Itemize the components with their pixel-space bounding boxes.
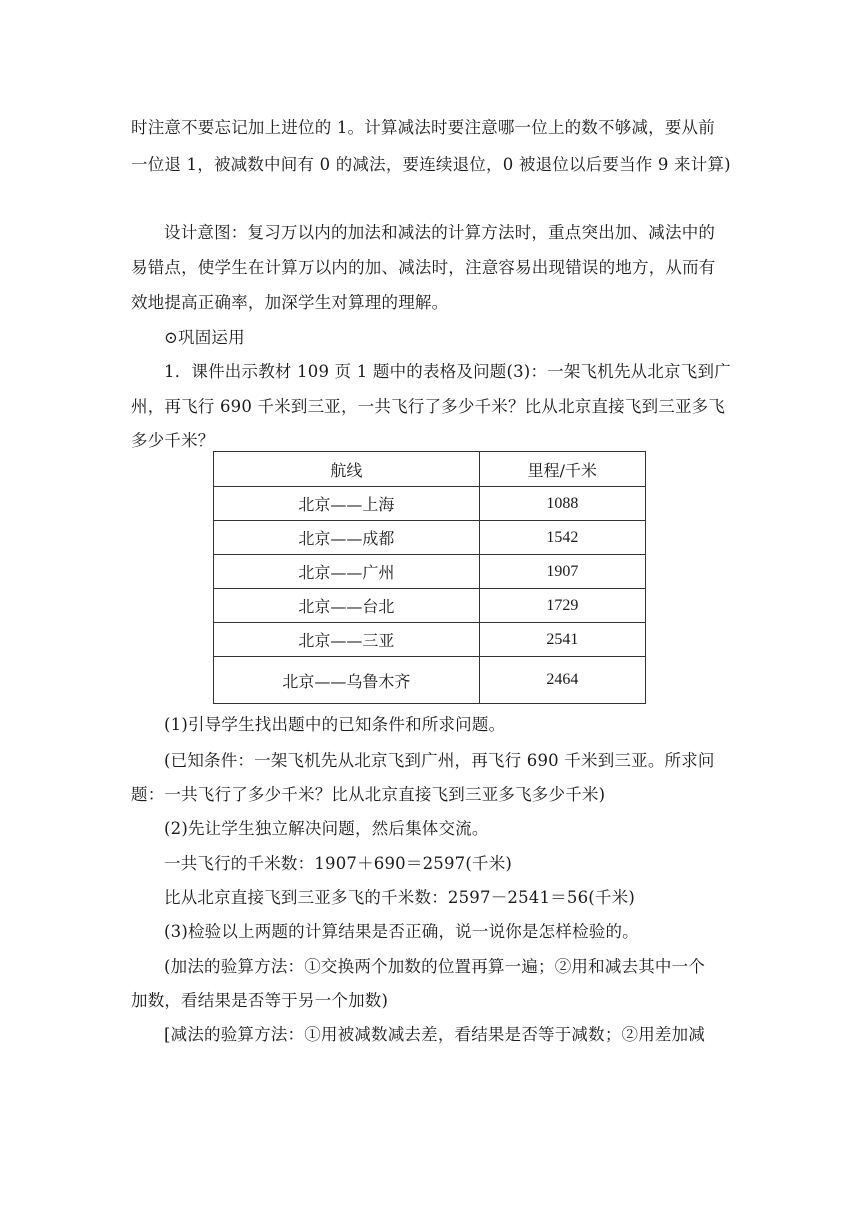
route-cell: 北京——乌鲁木齐 xyxy=(214,657,480,704)
distance-cell: 2464 xyxy=(479,657,645,704)
table-row xyxy=(214,521,646,555)
route-cell: 北京——三亚 xyxy=(214,623,480,657)
text-line: 加数，看结果是否等于另一个加数) xyxy=(131,991,389,1010)
route-distance-table xyxy=(213,451,646,704)
text-line: (2)先让学生独立解决问题，然后集体交流。 xyxy=(164,819,489,838)
text-line: [减法的验算方法：①用被减数减去差，看结果是否等于减数；②用差加减 xyxy=(164,1025,706,1044)
table-row xyxy=(214,555,646,589)
text-line: 多少千米？ xyxy=(131,431,215,450)
text-line: 效地提高正确率，加深学生对算理的理解。 xyxy=(131,293,449,312)
distance-cell: 1907 xyxy=(479,555,645,589)
text-line: 易错点，使学生在计算万以内的加、减法时，注意容易出现错误的地方，从而有 xyxy=(131,258,716,277)
route-cell: 北京——台北 xyxy=(214,589,480,623)
header-distance: 里程/千米 xyxy=(479,452,645,487)
equation-line: 一共飞行的千米数：1907＋690＝2597(千米) xyxy=(164,854,513,873)
distance-cell: 1542 xyxy=(479,521,645,555)
text-line: (1)引导学生找出题中的已知条件和所求问题。 xyxy=(164,715,506,734)
header-route: 航线 xyxy=(214,452,480,487)
table-row xyxy=(214,487,646,521)
equation-line: 比从北京直接飞到三亚多飞的千米数：2597－2541＝56(千米) xyxy=(164,888,635,907)
text-line: 州，再飞行 690 千米到三亚，一共飞行了多少千米？比从北京直接飞到三亚多飞 xyxy=(131,397,726,416)
table-row xyxy=(214,589,646,623)
text-line: 题：一共飞行了多少千米？比从北京直接飞到三亚多飞多少千米) xyxy=(131,785,606,804)
route-cell: 北京——上海 xyxy=(214,487,480,521)
distance-cell: 1729 xyxy=(479,589,645,623)
route-cell: 北京——成都 xyxy=(214,521,480,555)
table-row xyxy=(214,657,646,704)
text-line: (3)检验以上两题的计算结果是否正确，说一说你是怎样检验的。 xyxy=(164,922,639,941)
distance-cell: 2541 xyxy=(479,623,645,657)
distance-cell: 1088 xyxy=(479,487,645,521)
table-header-row xyxy=(214,452,646,487)
text-line: 一位退 1，被减数中间有 0 的减法，要连续退位，0 被退位以后要当作 9 来计算) xyxy=(131,155,731,174)
route-cell: 北京——广州 xyxy=(214,555,480,589)
text-line: 时注意不要忘记加上进位的 1。计算减法时要注意哪一位上的数不够减，要从前 xyxy=(131,118,715,137)
text-line: 1．课件出示教材 109 页 1 题中的表格及问题(3)：一架飞机先从北京飞到广 xyxy=(164,362,731,381)
section-heading: ⊙巩固运用 xyxy=(164,328,245,347)
text-line: 设计意图：复习万以内的加法和减法的计算方法时，重点突出加、减法中的 xyxy=(164,223,716,242)
text-line: (已知条件：一架飞机先从北京飞到广州，再飞行 690 千米到三亚。所求问 xyxy=(164,751,715,770)
table-row xyxy=(214,623,646,657)
text-line: (加法的验算方法：①交换两个加数的位置再算一遍；②用和减去其中一个 xyxy=(164,957,706,976)
